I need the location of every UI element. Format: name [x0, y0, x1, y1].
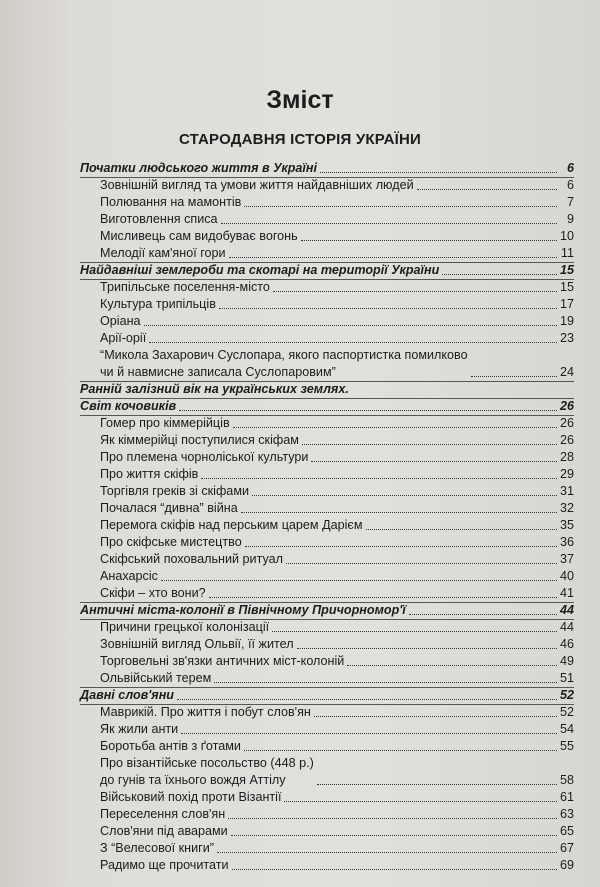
toc-entry-title: Початки людського життя в Україні	[80, 161, 318, 175]
toc-page-number: 23	[559, 331, 574, 345]
toc-entry-title: Скіфський поховальний ритуал	[100, 552, 283, 566]
toc-entry-title: Найдавніші землероби та скотарі на території України	[80, 263, 440, 277]
toc-entry-title: Радимо ще прочитати	[100, 858, 229, 872]
toc-entry-title: Торгівля греків зі скіфами	[100, 484, 250, 498]
toc-page-number: 29	[559, 467, 574, 481]
toc-entry-title: Слов'яни під аварами	[100, 824, 228, 838]
toc-page-number: 19	[559, 314, 574, 328]
toc-page-number: 61	[559, 790, 574, 804]
toc-entry-title: Світ кочовиків	[80, 399, 177, 413]
toc-entry-title: Зовнішній вигляд та умови життя найдавніших людей	[100, 178, 414, 192]
dot-leader	[161, 579, 557, 581]
toc-page-number: 54	[559, 722, 574, 736]
dot-leader	[229, 256, 557, 258]
toc-entry-title: Військовий похід проти Візантії	[100, 790, 282, 804]
toc-entry[interactable]	[80, 245, 574, 262]
toc-entry-title-line2: чи й навмисне записала Суслопаровим”	[100, 365, 336, 379]
toc-section[interactable]	[80, 160, 574, 177]
toc-section[interactable]	[80, 602, 574, 619]
toc-entry[interactable]	[80, 755, 574, 789]
toc-page-number: 6	[566, 161, 574, 175]
dot-leader	[201, 477, 557, 479]
table-of-contents	[80, 160, 574, 874]
toc-entry[interactable]	[80, 347, 574, 381]
toc-entry-title: Про племена чорноліської культури	[100, 450, 309, 464]
dot-leader	[320, 171, 557, 173]
toc-entry[interactable]	[80, 466, 574, 483]
toc-entry-title: Причини грецької колонізації	[100, 620, 270, 634]
dot-leader	[366, 528, 557, 530]
dot-leader	[228, 817, 557, 819]
toc-entry-title-line1: Про візантійське посольство (448 р.)	[100, 756, 314, 770]
dot-leader	[209, 596, 557, 598]
toc-page-number: 9	[566, 212, 574, 226]
toc-entry-title: Трипільське поселення-місто	[100, 280, 270, 294]
dot-leader	[233, 426, 557, 428]
toc-entry[interactable]	[80, 449, 574, 466]
dot-leader	[311, 460, 557, 462]
toc-page-number: 26	[559, 399, 574, 413]
toc-entry[interactable]	[80, 432, 574, 449]
toc-entry-title: Маврикій. Про життя і побут слов'ян	[100, 705, 311, 719]
dot-leader	[252, 494, 557, 496]
toc-entry-title: Переселення слов'ян	[100, 807, 226, 821]
toc-entry[interactable]	[80, 806, 574, 823]
toc-entry[interactable]	[80, 585, 574, 602]
part-title: СТАРОДАВНЯ ІСТОРІЯ УКРАЇНИ	[178, 131, 422, 148]
dot-leader	[179, 409, 557, 411]
toc-entry[interactable]	[80, 500, 574, 517]
dot-leader	[297, 647, 557, 649]
toc-page-number: 55	[559, 739, 574, 753]
toc-page-number: 52	[559, 705, 574, 719]
toc-page-number: 11	[560, 246, 574, 260]
dot-leader	[214, 681, 557, 683]
dot-leader	[217, 851, 557, 853]
dot-leader	[302, 443, 557, 445]
toc-entry-title-line1: “Микола Захарович Суслопара, якого паспортистка помилково	[100, 348, 468, 362]
toc-page-number: 24	[559, 365, 574, 379]
toc-entry[interactable]	[80, 636, 574, 653]
dot-leader	[314, 715, 557, 717]
toc-page-number: 63	[559, 807, 574, 821]
toc-entry-title: Ранній залізний вік на українських землях.	[80, 382, 349, 396]
toc-entry[interactable]	[80, 177, 574, 194]
toc-entry[interactable]	[80, 823, 574, 840]
dot-leader	[181, 732, 557, 734]
toc-page-number: 65	[559, 824, 574, 838]
toc-entry[interactable]	[80, 330, 574, 347]
toc-page-number: 40	[559, 569, 574, 583]
dot-leader	[286, 562, 557, 564]
toc-entry-title: Давні слов'яни	[80, 688, 174, 702]
toc-page-number: 52	[559, 688, 574, 702]
dot-leader	[232, 868, 557, 870]
toc-page-number: 44	[559, 620, 574, 634]
toc-entry-title	[100, 755, 314, 789]
dot-leader	[442, 273, 557, 275]
dot-leader	[177, 698, 557, 700]
toc-page-number: 36	[559, 535, 574, 549]
toc-entry[interactable]	[80, 840, 574, 857]
toc-page-number: 67	[559, 841, 574, 855]
toc-page-number: 17	[559, 297, 574, 311]
toc-entry[interactable]	[80, 534, 574, 551]
toc-page-number: 46	[559, 637, 574, 651]
toc-entry[interactable]	[80, 211, 574, 228]
toc-entry[interactable]	[80, 670, 574, 687]
toc-entry[interactable]	[80, 483, 574, 500]
toc-page-number: 28	[559, 450, 574, 464]
dot-leader	[409, 613, 557, 615]
dot-leader	[219, 307, 557, 309]
toc-entry-title: Гомер про кіммерійців	[100, 416, 230, 430]
toc-entry-title: Скіфи – хто вони?	[100, 586, 206, 600]
toc-entry-title: Як жили анти	[100, 722, 179, 736]
dot-leader	[244, 205, 557, 207]
dot-leader	[284, 800, 557, 802]
toc-section[interactable]	[80, 381, 574, 398]
toc-page-number: 41	[559, 586, 574, 600]
toc-entry-title: Культура трипільців	[100, 297, 216, 311]
dot-leader	[144, 324, 557, 326]
toc-entry-title: Оріана	[100, 314, 141, 328]
toc-section[interactable]	[80, 262, 574, 279]
toc-page-number: 6	[566, 178, 574, 192]
toc-entry-title: Як кіммерійці поступилися скіфам	[100, 433, 299, 447]
toc-entry[interactable]	[80, 568, 574, 585]
dot-leader	[221, 222, 557, 224]
toc-page-number: 69	[559, 858, 574, 872]
toc-page-number: 15	[559, 280, 574, 294]
toc-entry[interactable]	[80, 296, 574, 313]
toc-page-number: 15	[559, 263, 574, 277]
dot-leader	[244, 749, 557, 751]
toc-page-number: 31	[559, 484, 574, 498]
toc-entry[interactable]	[80, 313, 574, 330]
toc-entry-title: Торговельні зв'язки античних міст-колоній	[100, 654, 345, 668]
toc-entry[interactable]	[80, 194, 574, 211]
dot-leader	[272, 630, 557, 632]
toc-entry-title: Античні міста-колонії в Північному Причорномор'ї	[80, 603, 406, 617]
toc-entry[interactable]	[80, 653, 574, 670]
toc-page-number: 37	[559, 552, 574, 566]
toc-entry[interactable]	[80, 738, 574, 755]
toc-page-number: 26	[559, 433, 574, 447]
toc-entry-title	[100, 347, 468, 381]
toc-entry[interactable]	[80, 789, 574, 806]
toc-page-number: 49	[559, 654, 574, 668]
toc-entry-title: Ольвійський терем	[100, 671, 212, 685]
dot-leader	[317, 783, 557, 785]
toc-entry-title: Боротьба антів з ґотами	[100, 739, 241, 753]
toc-page-number: 35	[559, 518, 574, 532]
toc-entry-title: Анахарсіс	[100, 569, 158, 583]
toc-entry-title: Мисливець сам видобуває вогонь	[100, 229, 298, 243]
toc-section[interactable]	[80, 398, 574, 415]
toc-entry[interactable]	[80, 721, 574, 738]
toc-page-number: 26	[559, 416, 574, 430]
toc-entry[interactable]	[80, 279, 574, 296]
toc-entry[interactable]	[80, 415, 574, 432]
page-title: Зміст	[266, 86, 334, 114]
dot-leader	[245, 545, 557, 547]
dot-leader	[273, 290, 557, 292]
toc-entry[interactable]	[80, 517, 574, 534]
toc-entry-title: Виготовлення списа	[100, 212, 218, 226]
toc-entry[interactable]	[80, 228, 574, 245]
toc-entry[interactable]	[80, 857, 574, 874]
toc-entry-title: Арії-орії	[100, 331, 147, 345]
toc-page-number: 44	[559, 603, 574, 617]
toc-entry[interactable]	[80, 704, 574, 721]
toc-entry-title: З “Велесової книги”	[100, 841, 214, 855]
toc-page-number: 51	[559, 671, 574, 685]
toc-entry-title: Зовнішній вигляд Ольвії, її жител	[100, 637, 294, 651]
toc-entry-title: Мелодії кам'яної гори	[100, 246, 226, 260]
toc-entry[interactable]	[80, 551, 574, 568]
dot-leader	[241, 511, 557, 513]
toc-entry-title: Почалася “дивна” війна	[100, 501, 238, 515]
dot-leader	[231, 834, 557, 836]
toc-entry-title: Про скіфське мистецтво	[100, 535, 242, 549]
toc-page-number: 58	[559, 773, 574, 787]
dot-leader	[471, 375, 557, 377]
toc-section[interactable]	[80, 687, 574, 704]
toc-entry-title-line2: до гунів та їхнього вождя Аттілу	[100, 773, 286, 787]
toc-page-number: 32	[559, 501, 574, 515]
toc-page-number: 7	[566, 195, 574, 209]
toc-page-number: 10	[559, 229, 574, 243]
dot-leader	[347, 664, 557, 666]
dot-leader	[301, 239, 557, 241]
toc-entry-title: Перемога скіфів над перським царем Дарієм	[100, 518, 363, 532]
dot-leader	[417, 188, 557, 190]
toc-entry[interactable]	[80, 619, 574, 636]
toc-entry-title: Полювання на мамонтів	[100, 195, 242, 209]
dot-leader	[149, 341, 557, 343]
toc-entry-title: Про життя скіфів	[100, 467, 199, 481]
